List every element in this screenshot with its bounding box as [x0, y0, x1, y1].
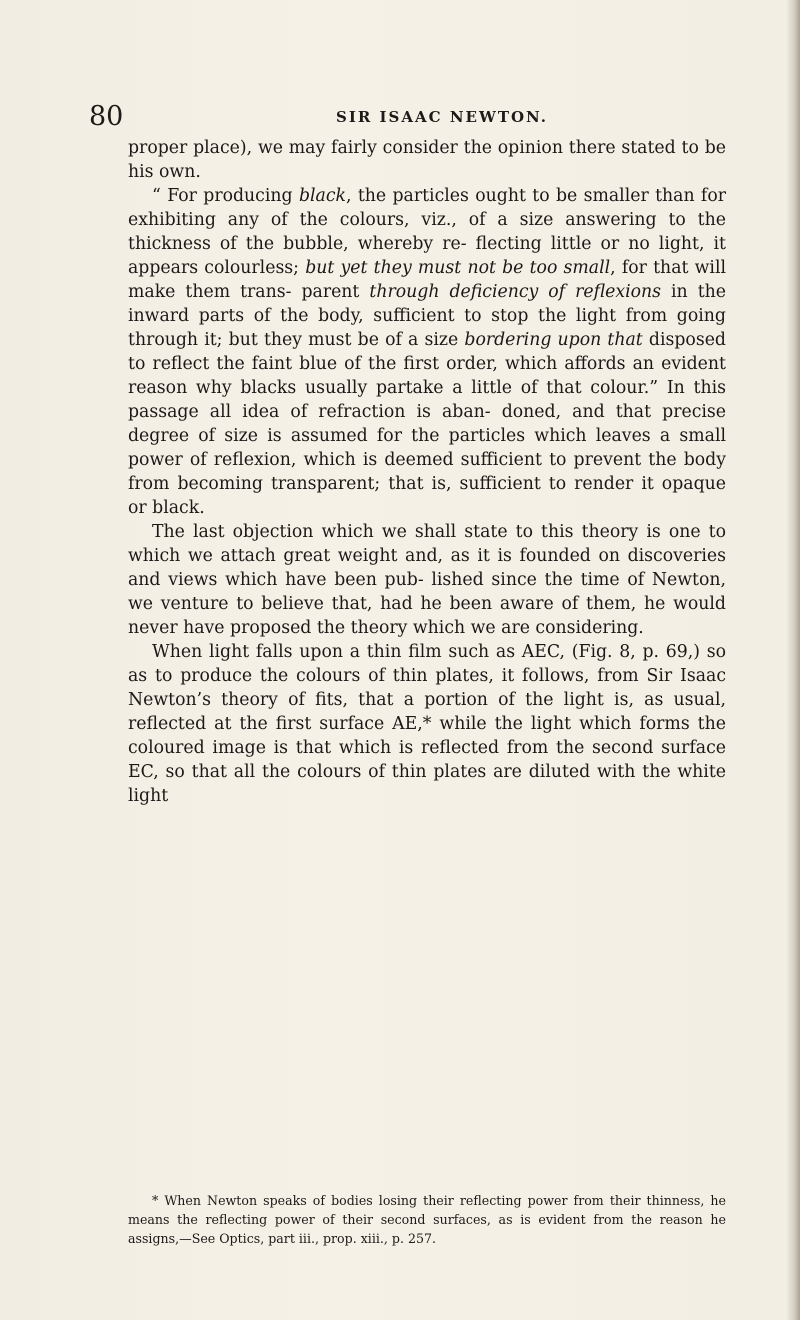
- text-run: “ For producing: [152, 186, 299, 206]
- text-run: When light falls upon a thin film such as AEC, (Fig. 8, p. 69,) so as to produce the colours of thin plates, it follows, from Sir Isaac Newton’s theory of fits, that a portion of the light is, as usual, reflected at the first surface AE,* while the light which forms the coloured image is that which is reflected from the second surface EC, so that all the colours of thin plates are diluted with the white light: [128, 642, 726, 806]
- footnote: [128, 1191, 726, 1248]
- text-run: , the particles ought to be smaller than for exhibiting any of the colours, viz., of a size answering to the thickness of the bubble, whereby re- flecting little or no light, it appears colourless;: [128, 186, 726, 278]
- running-head: SIR ISAAC NEWTON.: [336, 108, 549, 126]
- italic-run: bordering upon that: [464, 330, 643, 350]
- paragraph: [128, 640, 726, 808]
- text-run: The last objection which we shall state to this theory is one to which we attach great weight and, as it is founded on discoveries and views which have been pub- lished since the time of Newton, we venture to believe that, had he been aware of them, he would never have proposed the theory which we are considering.: [128, 522, 726, 638]
- page-edge-shadow: [786, 0, 800, 1320]
- text-run: in the inward parts of the body, sufficient to stop the light from going through it; but they must be of a size: [128, 282, 726, 350]
- italic-run: but yet they must not be too small: [305, 258, 611, 278]
- footnote-text: * When Newton speaks of bodies losing their reflecting power from their thinness, he means the reflecting power of their second surfaces, as is evident from the reason he assigns,—See Optics, part iii., prop. xiii., p. 257.: [128, 1193, 726, 1246]
- page-number: 80: [89, 101, 124, 132]
- text-run: proper place), we may fairly consider the opinion there stated to be his own.: [128, 138, 726, 182]
- paragraph: [128, 136, 726, 184]
- text-run: disposed to reflect the faint blue of the first order, which affords an evident reason why blacks usually partake a little of that colour.” In this passage all idea of refraction is aban- doned, and that precise degree of size is assumed for the particles which leaves a small power of reflexion, which is deemed sufficient to prevent the body from becoming transparent; that is, sufficient to render it opaque or black.: [128, 330, 726, 518]
- paragraph: [128, 184, 726, 520]
- italic-run: black: [298, 186, 346, 206]
- paragraph: [128, 520, 726, 640]
- text-run: , for that will make them trans- parent: [128, 258, 727, 302]
- italic-run: through deficiency of reflexions: [369, 282, 662, 302]
- body-text: [128, 136, 726, 808]
